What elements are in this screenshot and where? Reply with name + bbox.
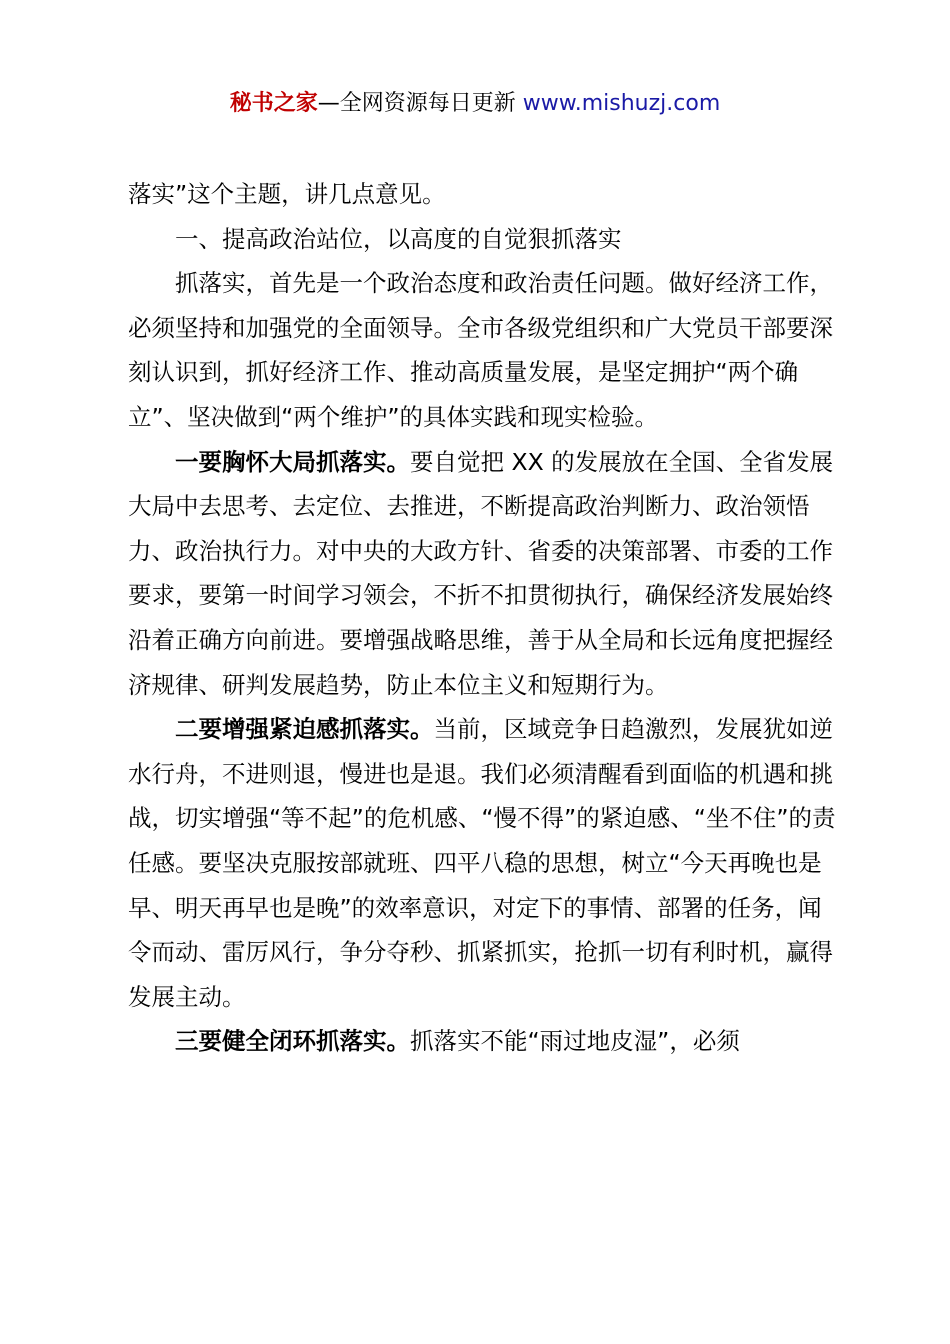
- paragraph-text: 落实”这个主题，讲几点意见。: [128, 180, 446, 208]
- page-header: [0, 86, 950, 122]
- paragraph: [128, 440, 838, 708]
- paragraph-continuation: [128, 172, 838, 217]
- paragraph: [128, 261, 838, 439]
- paragraph-text: 要自觉把 XX 的发展放在全国、全省发展大局中去思考、去定位、去推进，不断提高政治判断力、政治领悟力、政治执行力。对中央的大政方针、省委的决策部署、市委的工作要求，要第一时间学习领会，不折不扣贯彻执行，确保经济发展始终沿着正确方向前进。要增强战略思维，善于从全局和长远角度把握经济规律、研判发展趋势，防止本位主义和短期行为。: [128, 447, 834, 699]
- paragraph-text: 抓落实，首先是一个政治态度和政治责任问题。做好经济工作，必须坚持和加强党的全面领导。全市各级党组织和广大党员干部要深刻认识到，抓好经济工作、推动高质量发展，是坚定拥护“两个确立”、坚决做到“两个维护”的具体实践和现实检验。: [128, 269, 833, 431]
- paragraph-text: 抓落实不能“雨过地皮湿”，必须: [410, 1027, 740, 1056]
- brand-name: 秘书之家: [229, 91, 318, 116]
- paragraph-lead: 一要胸怀大局抓落实。: [175, 447, 410, 476]
- heading-text: 一、提高政治站位，以高度的自觉狠抓落实: [175, 224, 622, 253]
- paragraph: [128, 1019, 838, 1064]
- document-body: [128, 172, 838, 1064]
- paragraph-text: 当前，区域竞争日趋激烈，发展犹如逆水行舟，不进则退，慢进也是退。我们必须清醒看到面临的机遇和挑战，切实增强“等不起”的危机感、“慢不得”的紧迫感、“坐不住”的责任感。要坚决克服按部就班、四平八稳的思想，树立“今天再晚也是早、明天再早也是晚”的效率意识，对定下的事情、部署的任务，闻令而动、雷厉风行，争分夺秒、抓紧抓实，抢抓一切有利时机，赢得发展主动。: [128, 715, 836, 1011]
- paragraph-lead: 三要健全闭环抓落实。: [175, 1027, 410, 1056]
- paragraph: [128, 707, 838, 1019]
- website-link[interactable]: www.mishuzj.com: [522, 91, 721, 116]
- paragraph-lead: 二要增强紧迫感抓落实。: [175, 715, 434, 744]
- header-slogan: —全网资源每日更新: [317, 91, 523, 116]
- section-heading: [128, 217, 838, 262]
